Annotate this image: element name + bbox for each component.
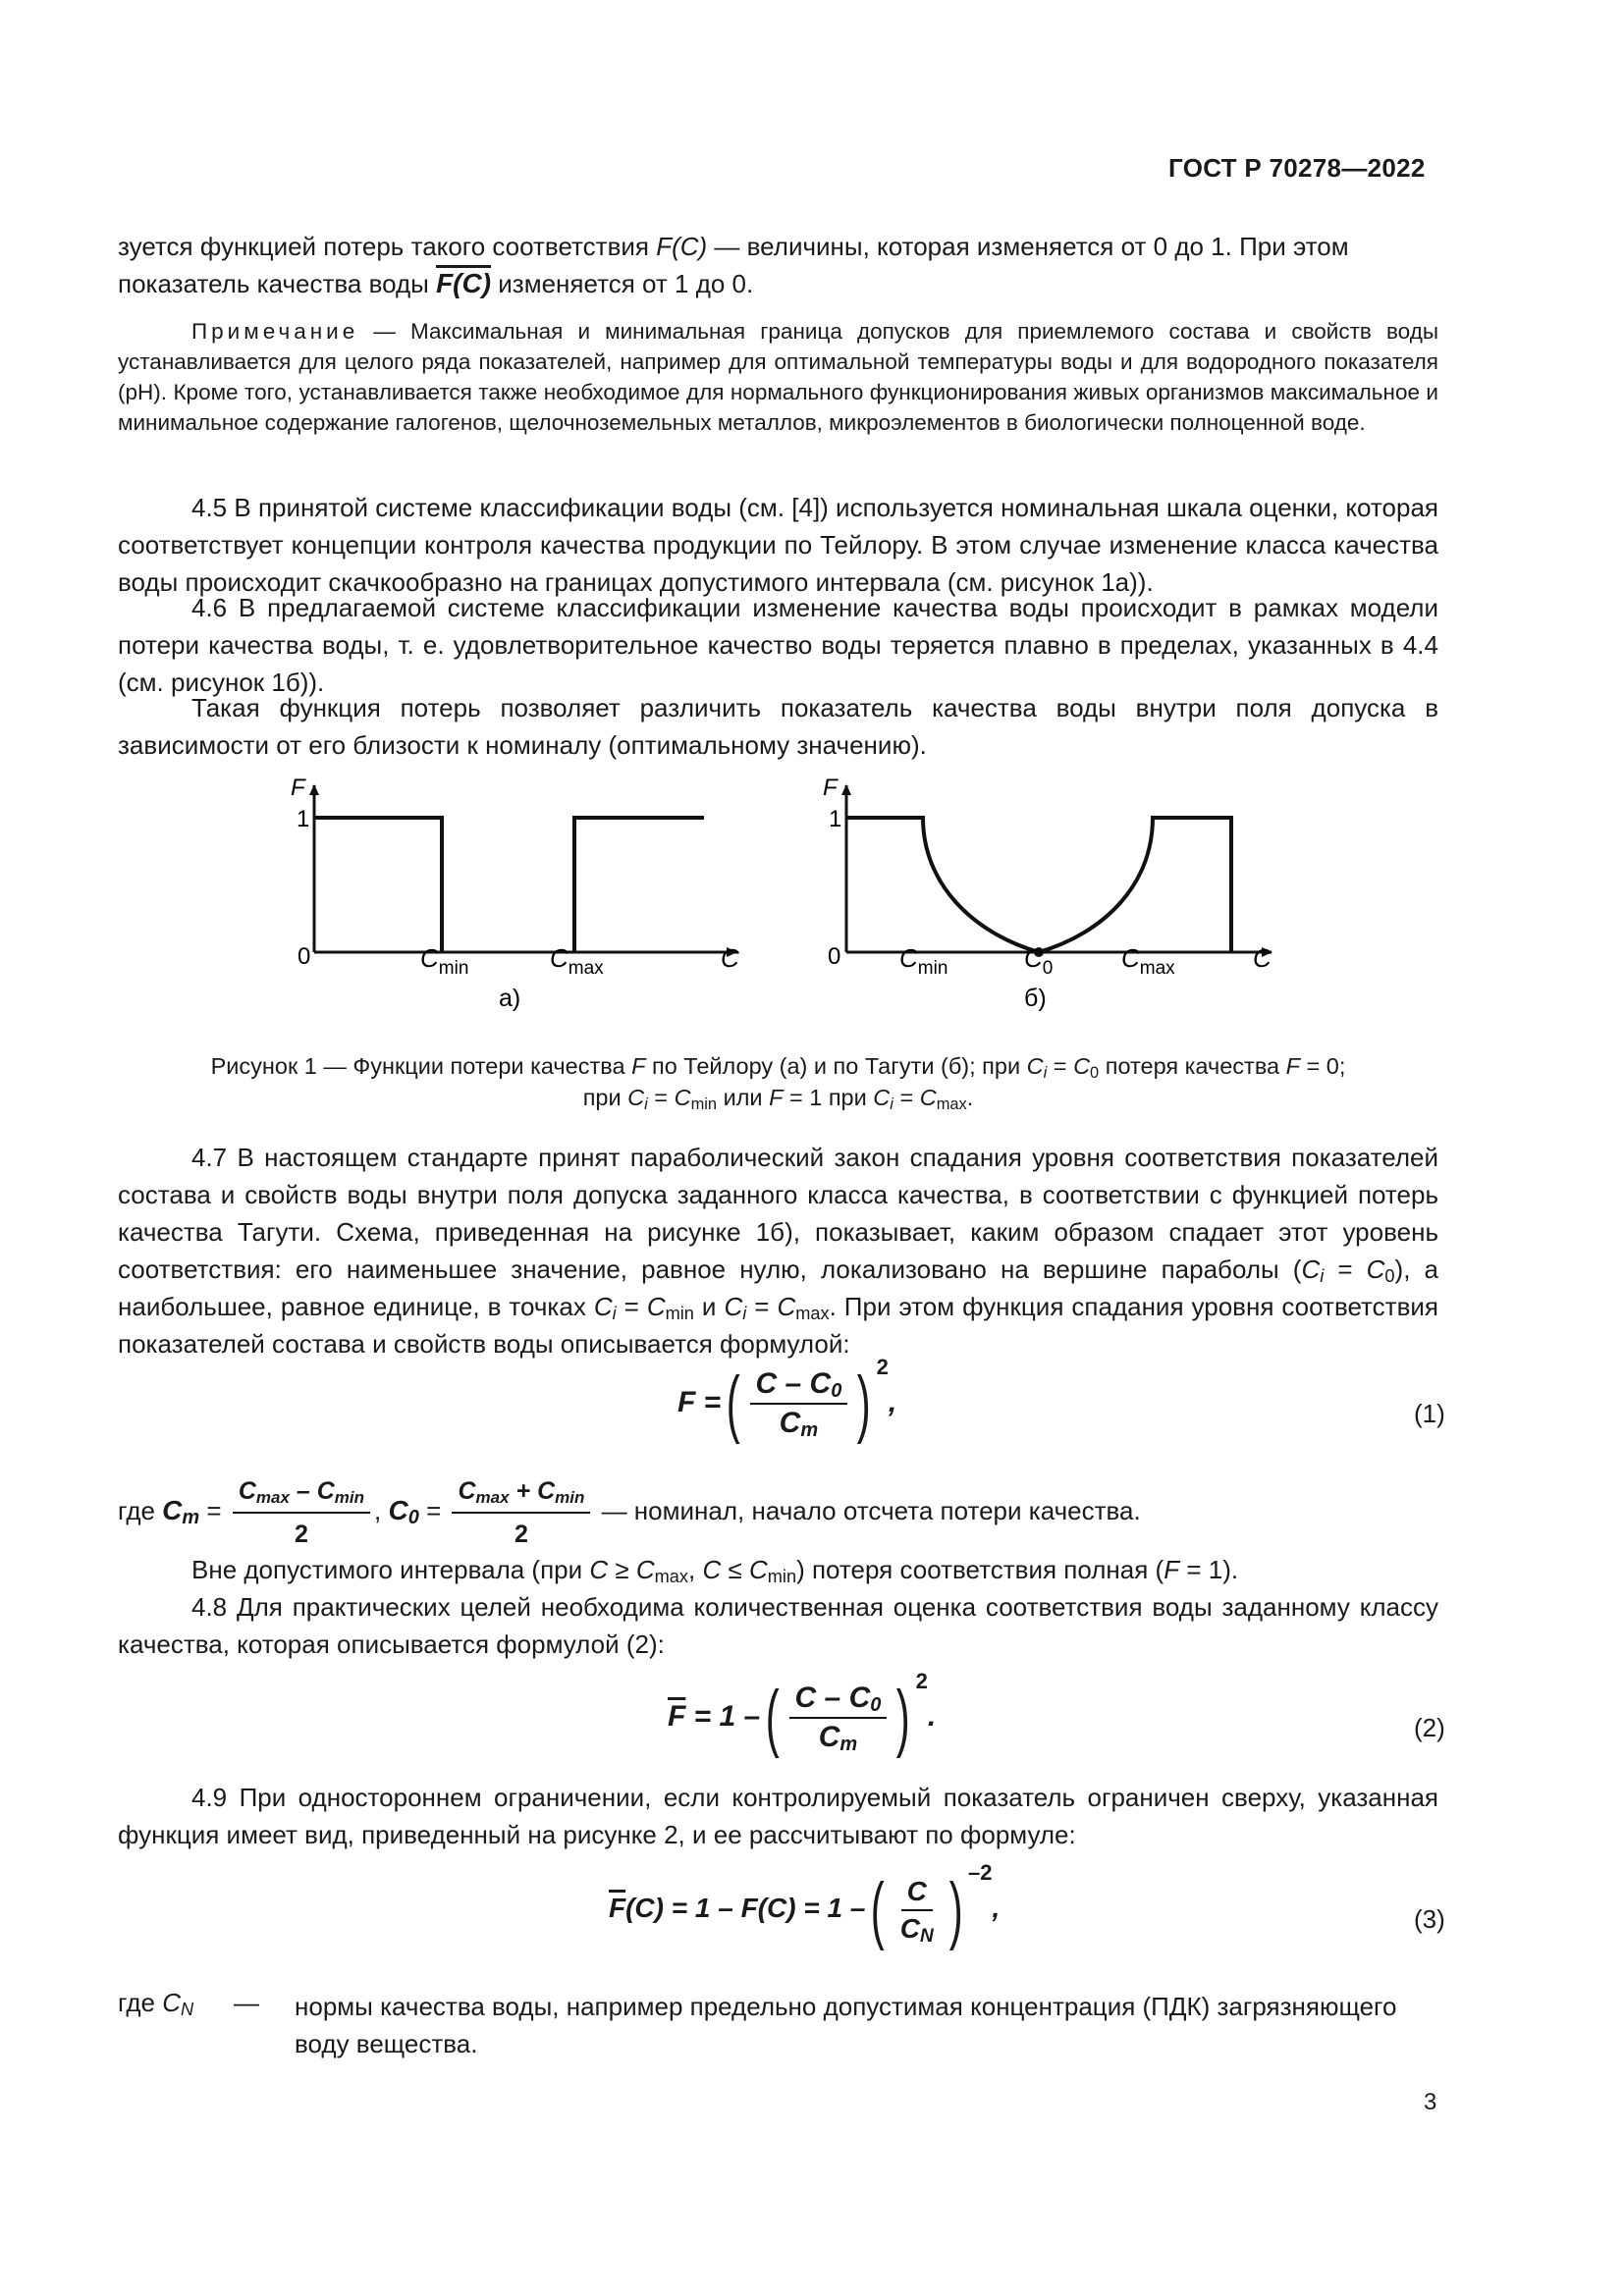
chart-b-caption: б): [1024, 985, 1047, 1012]
chart-b-cmin-label: $C_{min}$: [899, 943, 948, 979]
chart-a-right-step: [574, 818, 704, 952]
where-cn-dash: —: [234, 1988, 259, 2017]
paragraph-4-7: 4.7 В настоящем стандарте принят параболический закон спадания уровня соответствия показателей состава и свойств воды внутри поля допуска заданного класса качества, в соответствии с функцией потерь качества Тагути. Схема, приведенная на рисунке 1б), показывает, каким образом спадает этот уровень соответствия: его наименьшее значение, равное нулю, локализовано на вершине параболы $(C_i = C_0)$, а наибольшее, равное единице, в точках $C_i = C_{min}$ и $C_i = C_{max}$. При этом функция спадания уровня соответствия показателей состава и свойств воды описывается формулой:: [118, 1143, 1438, 1359]
where-cm-c0: где $C_m$ = $\frac{C_{max} - C_{min}}{2}$ , $C_0$ = $\frac{C_{max} + C_{min}}{2}$ — номинал, начало отсчета потери качества.: [118, 1472, 1438, 1553]
paragraph-4-6: 4.6 В предлагаемой системе классификации изменение качества воды происходит в рамках модели потери качества воды, т. е. удовлетворительное качество воды теряется плавно в пределах, указанных в 4.4 (см. рисунок 1б)).: [118, 593, 1438, 697]
intro-line-1: зуется функцией потерь такого соответствия F(C) — величины, которая изменяется от 0 до 1. При этом: [118, 232, 1349, 261]
chart-b-parabola: [846, 818, 1231, 952]
chart-a-f-label: F: [291, 774, 305, 801]
chart-b-c0-label: $C_0$: [1024, 943, 1054, 979]
chart-a-tick-1: 1: [297, 806, 310, 832]
chart-a-c-label: C: [721, 943, 739, 973]
where-cn-text: нормы качества воды, например предельно допустимая концентрация (ПДК) загрязняющего воду вещества.: [295, 1992, 1397, 2058]
equation-1: F =( $\frac{C - C_0}{C_m}$ ) $^2$,: [677, 1355, 897, 1446]
note-label: Примечание: [191, 319, 359, 344]
intro-line-2: показатель качества воды F(C) изменяется от 1 до 0.: [118, 268, 754, 298]
chart-a-cmin-label: $C_{min}$: [420, 943, 469, 979]
where-cn-label: где $C_N$: [118, 1988, 194, 2019]
document-id: ГОСТ Р 70278—2022: [1168, 153, 1426, 183]
chart-a-taylor: [291, 774, 739, 1012]
paragraph-4-5: 4.5 В принятой системе классификации воды (см. [4]) используется номинальная шкала оценки, которая соответствует концепции контроля качества продукции по Тейлору. В этом случае изменение класса качества воды происходит скачкообразно на границах допустимого интервала (см. рисунок 1а)).: [118, 493, 1438, 597]
paragraph-4-8: 4.8 Для практических целей необходима количественная оценка соответствия воды заданному классу качества, которая описывается формулой (2):: [118, 1592, 1438, 1659]
chart-a-origin: 0: [298, 943, 311, 970]
equation-3: $\overline{F}(C) = 1 - F(C) = 1$ –( $\frac{C}{C_N}$ ) $^{-2}$,: [609, 1860, 1001, 1951]
note-paragraph: Примечание — Максимальная и минимальная граница допусков для приемлемого состава и свойств воды устанавливается для целого ряда показателей, например для оптимальной температуры воды и для водородного показателя (pH). Кроме того, устанавливается также необходимое для нормального функционирования живых организмов максимальное и минимальное содержание галогенов, щелочноземельных металлов, микроэлементов в биологически полноценной воде.: [118, 319, 1438, 435]
chart-b-taguchi: [823, 774, 1272, 1012]
outside-interval: Вне допустимого интервала (при $C \ge C_{max}$, $C \le C_{min}$) потеря соответствия полная (F = 1).: [191, 1555, 1239, 1586]
figure-1-caption: Рисунок 1 — Функции потери качества F по Тейлору (а) и по Тагути (б); при $C_i = C_0$ потеря качества F = 0; при $C_i = C_{min}$ или F = 1 при $C_i = C_{max}$.: [210, 1053, 1346, 1113]
chart-a-caption: а): [499, 985, 521, 1012]
chart-b-c-label: C: [1253, 943, 1272, 973]
equation-2-number: (2): [1414, 1713, 1445, 1742]
f-bar-symbol: F(C): [436, 268, 492, 298]
equation-3-number: (3): [1414, 1904, 1445, 1934]
equation-2: $\overline{F} = 1$ –( $\frac{C - C_0}{C_m}$ ) $^2$.: [668, 1669, 937, 1760]
chart-b-origin: 0: [828, 943, 841, 970]
chart-a-left-step: [314, 818, 442, 952]
page-number: 3: [1424, 2089, 1437, 2115]
chart-a-cmax-label: $C_{max}$: [550, 943, 604, 979]
equation-1-number: (1): [1414, 1399, 1445, 1428]
chart-b-f-label: F: [823, 774, 838, 801]
paragraph-4-9: 4.9 При одностороннем ограничении, если контролируемый показатель ограничен сверху, указанная функция имеет вид, приведенный на рисунке 2, и ее рассчитывают по формуле:: [118, 1783, 1438, 1849]
chart-b-cmax-label: $C_{max}$: [1121, 943, 1175, 979]
chart-b-tick-1: 1: [829, 806, 842, 832]
figure-1: [0, 766, 1624, 1031]
paragraph-4-6-cont: Такая функция потерь позволяет различить показатель качества воды внутри поля допуска в зависимости от его близости к номиналу (оптимальному значению).: [118, 693, 1438, 760]
